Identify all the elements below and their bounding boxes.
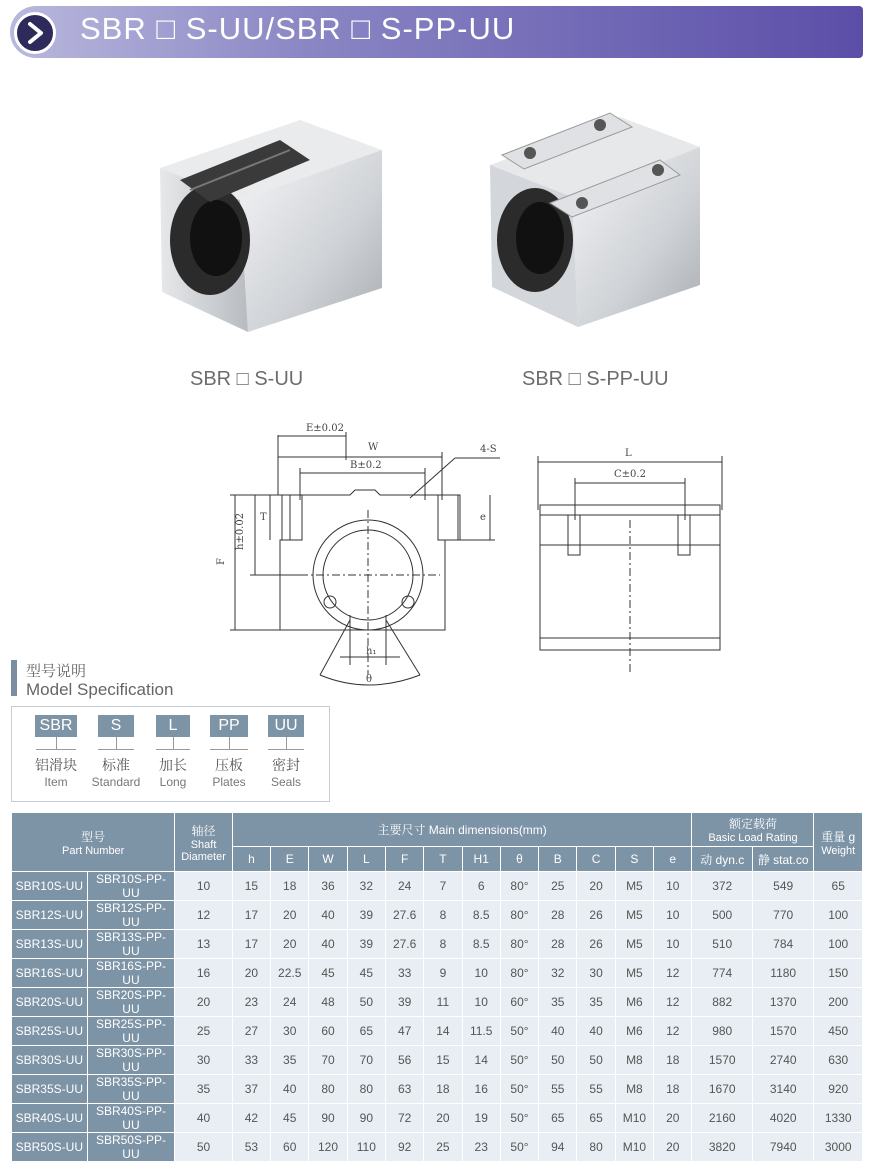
table-cell: 18 xyxy=(271,872,309,901)
part-number-cell: SBR20S-PP-UU xyxy=(87,988,175,1017)
code-connector xyxy=(56,737,57,749)
table-cell: 25 xyxy=(424,1133,462,1162)
part-number-cell: SBR40S-PP-UU xyxy=(87,1104,175,1133)
model-spec-title-en: Model Specification xyxy=(26,680,174,699)
header-shaft-diameter: 轴径 Shaft Diameter xyxy=(175,813,232,872)
table-cell: 17 xyxy=(232,901,270,930)
table-cell: 1370 xyxy=(752,988,813,1017)
header-stat: 静 stat.co xyxy=(752,847,813,872)
table-cell: 55 xyxy=(577,1075,615,1104)
table-cell: 15 xyxy=(232,872,270,901)
table-cell: 8 xyxy=(424,901,462,930)
dim-label-s: 4-S xyxy=(480,444,497,455)
code-underline xyxy=(98,749,134,750)
table-cell: 14 xyxy=(424,1017,462,1046)
table-cell: 40 xyxy=(175,1104,232,1133)
table-cell: 39 xyxy=(347,930,385,959)
table-cell: 17 xyxy=(232,930,270,959)
table-cell: 20 xyxy=(271,930,309,959)
table-cell: 12 xyxy=(654,959,692,988)
table-cell: 70 xyxy=(309,1046,347,1075)
table-cell: 11 xyxy=(424,988,462,1017)
spec-table xyxy=(11,812,863,1162)
table-cell: 45 xyxy=(347,959,385,988)
product-caption-s-pp-uu: SBR □ S-PP-UU xyxy=(522,368,669,390)
table-row xyxy=(12,872,863,901)
table-cell: 20 xyxy=(654,1133,692,1162)
dim-label-t: T xyxy=(260,512,267,523)
table-cell: 24 xyxy=(271,988,309,1017)
table-cell: 13 xyxy=(175,930,232,959)
table-row xyxy=(12,1133,863,1162)
table-cell: 39 xyxy=(347,901,385,930)
header-col: θ xyxy=(500,847,538,872)
table-cell: 10 xyxy=(654,930,692,959)
table-cell: 35 xyxy=(175,1075,232,1104)
table-cell: 20 xyxy=(654,1104,692,1133)
table-cell: 100 xyxy=(814,930,863,959)
table-cell: 18 xyxy=(654,1046,692,1075)
table-cell: 45 xyxy=(309,959,347,988)
table-cell: 20 xyxy=(424,1104,462,1133)
table-cell: 39 xyxy=(385,988,423,1017)
table-cell: 549 xyxy=(752,872,813,901)
table-cell: 18 xyxy=(424,1075,462,1104)
table-cell: M5 xyxy=(615,901,653,930)
table-cell: 33 xyxy=(232,1046,270,1075)
dim-label-b: B±0.2 xyxy=(350,460,382,471)
header-col: F xyxy=(385,847,423,872)
table-row xyxy=(12,1104,863,1133)
code-pp-cn: 压板 xyxy=(215,757,243,773)
table-cell: 4020 xyxy=(752,1104,813,1133)
header-dyn: 动 dyn.c xyxy=(692,847,752,872)
table-cell: 70 xyxy=(347,1046,385,1075)
table-cell: 50 xyxy=(347,988,385,1017)
part-number-cell: SBR13S-UU xyxy=(12,930,88,959)
table-cell: 32 xyxy=(347,872,385,901)
table-cell: M5 xyxy=(615,930,653,959)
code-sbr-cn: 铝滑块 xyxy=(35,757,77,773)
table-cell: 63 xyxy=(385,1075,423,1104)
part-number-cell: SBR16S-UU xyxy=(12,959,88,988)
table-cell: 3820 xyxy=(692,1133,752,1162)
table-cell: 7 xyxy=(424,872,462,901)
dim-label-e: E±0.02 xyxy=(306,423,344,434)
table-cell: 150 xyxy=(814,959,863,988)
table-cell: 20 xyxy=(271,901,309,930)
part-number-cell: SBR25S-PP-UU xyxy=(87,1017,175,1046)
table-cell: 2740 xyxy=(752,1046,813,1075)
table-cell: 3000 xyxy=(814,1133,863,1162)
table-cell: 510 xyxy=(692,930,752,959)
table-cell: 10 xyxy=(462,959,500,988)
dim-label-c: C±0.2 xyxy=(614,469,646,480)
table-cell: 72 xyxy=(385,1104,423,1133)
table-cell: 40 xyxy=(309,901,347,930)
table-cell: 50° xyxy=(500,1046,538,1075)
table-cell: 10 xyxy=(462,988,500,1017)
table-cell: 25 xyxy=(539,872,577,901)
code-connector xyxy=(173,737,174,749)
table-cell: M6 xyxy=(615,1017,653,1046)
part-number-cell: SBR16S-PP-UU xyxy=(87,959,175,988)
table-cell: 11.5 xyxy=(462,1017,500,1046)
part-number-cell: SBR50S-PP-UU xyxy=(87,1133,175,1162)
model-spec-title-cn: 型号说明 xyxy=(26,663,87,680)
code-underline xyxy=(36,749,76,750)
table-cell: 16 xyxy=(462,1075,500,1104)
table-cell: 3140 xyxy=(752,1075,813,1104)
table-cell: 2160 xyxy=(692,1104,752,1133)
part-number-cell: SBR13S-PP-UU xyxy=(87,930,175,959)
code-connector xyxy=(229,737,230,749)
part-number-cell: SBR25S-UU xyxy=(12,1017,88,1046)
table-cell: 18 xyxy=(654,1075,692,1104)
table-cell: 20 xyxy=(232,959,270,988)
code-pp-en: Plates xyxy=(212,775,246,789)
part-number-cell: SBR50S-UU xyxy=(12,1133,88,1162)
table-cell: 372 xyxy=(692,872,752,901)
table-cell: 27.6 xyxy=(385,930,423,959)
table-cell: 65 xyxy=(814,872,863,901)
part-number-cell: SBR30S-UU xyxy=(12,1046,88,1075)
table-cell: 56 xyxy=(385,1046,423,1075)
header-col: E xyxy=(271,847,309,872)
table-cell: 80 xyxy=(347,1075,385,1104)
table-cell: 12 xyxy=(175,901,232,930)
table-cell: 53 xyxy=(232,1133,270,1162)
table-cell: 35 xyxy=(577,988,615,1017)
table-cell: 14 xyxy=(462,1046,500,1075)
table-cell: 80° xyxy=(500,930,538,959)
product-image-s-uu xyxy=(150,110,400,335)
side-view-drawing xyxy=(530,440,730,675)
table-cell: 90 xyxy=(309,1104,347,1133)
dim-label-l: L xyxy=(625,448,632,459)
product-image-s-pp-uu xyxy=(480,105,710,330)
dim-label-h: h±0.02 xyxy=(235,512,246,550)
table-cell: 50° xyxy=(500,1104,538,1133)
code-connector xyxy=(116,737,117,749)
table-cell: 10 xyxy=(654,901,692,930)
section-marker xyxy=(11,660,17,696)
table-cell: 50° xyxy=(500,1017,538,1046)
table-cell: 1670 xyxy=(692,1075,752,1104)
table-cell: 770 xyxy=(752,901,813,930)
table-cell: 50° xyxy=(500,1133,538,1162)
header-part-number: 型号 Part Number xyxy=(12,813,175,872)
table-cell: 10 xyxy=(654,872,692,901)
table-cell: 94 xyxy=(539,1133,577,1162)
header-col: L xyxy=(347,847,385,872)
table-cell: 8 xyxy=(424,930,462,959)
table-cell: 40 xyxy=(271,1075,309,1104)
code-sbr-en: Item xyxy=(44,775,68,789)
header-main-dimensions: 主要尺寸 Main dimensions(mm) xyxy=(232,813,692,847)
product-caption-s-uu: SBR □ S-UU xyxy=(190,368,304,390)
table-cell: 1180 xyxy=(752,959,813,988)
table-cell: 15 xyxy=(424,1046,462,1075)
table-cell: 33 xyxy=(385,959,423,988)
table-cell: 500 xyxy=(692,901,752,930)
table-cell: 630 xyxy=(814,1046,863,1075)
table-cell: 920 xyxy=(814,1075,863,1104)
code-l: L xyxy=(156,715,190,737)
table-row xyxy=(12,1075,863,1104)
code-uu-en: Seals xyxy=(270,775,302,789)
table-row xyxy=(12,930,863,959)
table-cell: 60 xyxy=(271,1133,309,1162)
part-number-cell: SBR12S-UU xyxy=(12,901,88,930)
table-cell: 9 xyxy=(424,959,462,988)
dim-label-theta: θ xyxy=(366,674,373,685)
table-cell: 30 xyxy=(577,959,615,988)
table-cell: 40 xyxy=(309,930,347,959)
table-cell: 36 xyxy=(309,872,347,901)
table-cell: 19 xyxy=(462,1104,500,1133)
table-cell: 8.5 xyxy=(462,901,500,930)
table-cell: 110 xyxy=(347,1133,385,1162)
table-cell: 55 xyxy=(539,1075,577,1104)
table-cell: 90 xyxy=(347,1104,385,1133)
code-l-cn: 加长 xyxy=(159,757,187,773)
header-weight: 重量 g Weight xyxy=(814,813,863,872)
table-cell: 1570 xyxy=(692,1046,752,1075)
code-uu: UU xyxy=(268,715,304,737)
header-col: W xyxy=(309,847,347,872)
table-cell: 450 xyxy=(814,1017,863,1046)
table-row xyxy=(12,959,863,988)
table-cell: 23 xyxy=(462,1133,500,1162)
table-cell: 1330 xyxy=(814,1104,863,1133)
table-cell: 37 xyxy=(232,1075,270,1104)
table-cell: 7940 xyxy=(752,1133,813,1162)
table-cell: 100 xyxy=(814,901,863,930)
table-cell: 6 xyxy=(462,872,500,901)
code-s-en: Standard xyxy=(91,775,141,789)
table-cell: 26 xyxy=(577,930,615,959)
table-cell: 28 xyxy=(539,901,577,930)
table-cell: 40 xyxy=(539,1017,577,1046)
header-col: S xyxy=(615,847,653,872)
table-cell: 20 xyxy=(577,872,615,901)
table-cell: 40 xyxy=(577,1017,615,1046)
header-load-rating: 额定载荷 Basic Load Rating xyxy=(692,813,814,847)
header-col: C xyxy=(577,847,615,872)
dim-label-h1: h₁ xyxy=(366,646,377,657)
header-col: B xyxy=(539,847,577,872)
table-cell: 30 xyxy=(175,1046,232,1075)
table-cell: 27.6 xyxy=(385,901,423,930)
part-number-cell: SBR35S-PP-UU xyxy=(87,1075,175,1104)
table-cell: 50 xyxy=(175,1133,232,1162)
table-cell: 47 xyxy=(385,1017,423,1046)
table-cell: 200 xyxy=(814,988,863,1017)
table-cell: 30 xyxy=(271,1017,309,1046)
table-cell: M5 xyxy=(615,959,653,988)
dim-label-f: F xyxy=(216,558,227,565)
code-s: S xyxy=(98,715,134,737)
header-col: h xyxy=(232,847,270,872)
table-cell: 80° xyxy=(500,959,538,988)
header-col: T xyxy=(424,847,462,872)
table-row xyxy=(12,901,863,930)
table-cell: 32 xyxy=(539,959,577,988)
code-pp: PP xyxy=(210,715,248,737)
table-cell: 42 xyxy=(232,1104,270,1133)
table-cell: 92 xyxy=(385,1133,423,1162)
table-cell: 774 xyxy=(692,959,752,988)
part-number-cell: SBR10S-PP-UU xyxy=(87,872,175,901)
table-cell: 28 xyxy=(539,930,577,959)
code-sbr: SBR xyxy=(35,715,77,737)
table-cell: 45 xyxy=(271,1104,309,1133)
table-cell: 50 xyxy=(577,1046,615,1075)
table-cell: 20 xyxy=(175,988,232,1017)
table-cell: 50° xyxy=(500,1075,538,1104)
table-cell: M8 xyxy=(615,1075,653,1104)
header-col: e xyxy=(654,847,692,872)
chevron-right-icon xyxy=(14,12,56,54)
code-underline xyxy=(156,749,190,750)
page-title: SBR □ S-UU/SBR □ S-PP-UU xyxy=(80,11,516,46)
table-cell: 12 xyxy=(654,988,692,1017)
part-number-cell: SBR10S-UU xyxy=(12,872,88,901)
table-cell: 24 xyxy=(385,872,423,901)
table-cell: M10 xyxy=(615,1104,653,1133)
part-number-cell: SBR12S-PP-UU xyxy=(87,901,175,930)
table-row xyxy=(12,988,863,1017)
table-cell: 48 xyxy=(309,988,347,1017)
table-cell: 65 xyxy=(577,1104,615,1133)
table-cell: 25 xyxy=(175,1017,232,1046)
dim-label-w: W xyxy=(368,442,379,453)
table-cell: 35 xyxy=(271,1046,309,1075)
code-l-en: Long xyxy=(159,775,187,789)
table-cell: 16 xyxy=(175,959,232,988)
table-cell: 10 xyxy=(175,872,232,901)
table-cell: 980 xyxy=(692,1017,752,1046)
table-row xyxy=(12,1046,863,1075)
table-cell: M6 xyxy=(615,988,653,1017)
header-col: H1 xyxy=(462,847,500,872)
table-cell: 60 xyxy=(309,1017,347,1046)
part-number-cell: SBR40S-UU xyxy=(12,1104,88,1133)
table-cell: 80° xyxy=(500,901,538,930)
table-cell: 8.5 xyxy=(462,930,500,959)
table-cell: 26 xyxy=(577,901,615,930)
table-cell: 23 xyxy=(232,988,270,1017)
table-cell: M8 xyxy=(615,1046,653,1075)
table-cell: 1570 xyxy=(752,1017,813,1046)
code-uu-cn: 密封 xyxy=(272,757,300,773)
table-cell: M5 xyxy=(615,872,653,901)
table-row xyxy=(12,1017,863,1046)
table-cell: 80° xyxy=(500,872,538,901)
table-cell: 35 xyxy=(539,988,577,1017)
table-cell: 882 xyxy=(692,988,752,1017)
part-number-cell: SBR35S-UU xyxy=(12,1075,88,1104)
code-connector xyxy=(286,737,287,749)
table-cell: M10 xyxy=(615,1133,653,1162)
table-cell: 120 xyxy=(309,1133,347,1162)
table-cell: 50 xyxy=(539,1046,577,1075)
table-cell: 12 xyxy=(654,1017,692,1046)
table-cell: 65 xyxy=(347,1017,385,1046)
code-underline xyxy=(210,749,248,750)
table-cell: 65 xyxy=(539,1104,577,1133)
table-cell: 80 xyxy=(577,1133,615,1162)
part-number-cell: SBR20S-UU xyxy=(12,988,88,1017)
table-cell: 80 xyxy=(309,1075,347,1104)
front-view-drawing xyxy=(210,420,510,690)
dim-label-e2: e xyxy=(480,512,486,523)
code-s-cn: 标准 xyxy=(102,757,130,773)
table-cell: 784 xyxy=(752,930,813,959)
code-underline xyxy=(268,749,304,750)
table-cell: 27 xyxy=(232,1017,270,1046)
table-cell: 60° xyxy=(500,988,538,1017)
part-number-cell: SBR30S-PP-UU xyxy=(87,1046,175,1075)
table-cell: 22.5 xyxy=(271,959,309,988)
